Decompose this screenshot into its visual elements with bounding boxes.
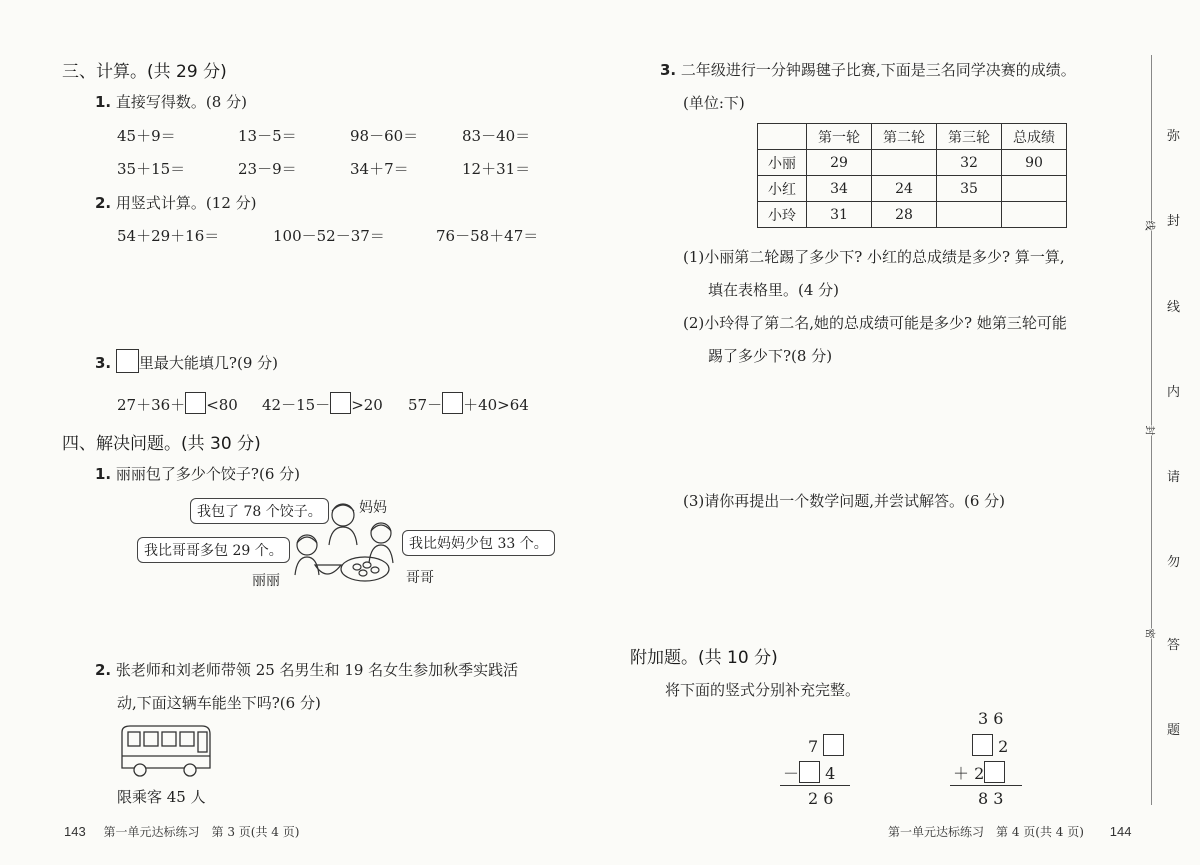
seal-char: 弥 (1167, 129, 1181, 144)
table-header-row (758, 124, 1067, 150)
footer-text: 第一单元达标练习 第 4 页(共 4 页) (888, 825, 1084, 839)
seal-char: 封 (1167, 214, 1181, 229)
table-cell: 32 (937, 150, 1002, 176)
page-number: 144 (1109, 824, 1132, 839)
answer-box[interactable] (116, 349, 139, 373)
seal-char: 内 (1167, 385, 1181, 400)
table-header-cell: 第三轮 (937, 124, 1002, 150)
table-row (758, 150, 1067, 176)
sub-question-1: (1)小丽第二轮踢了多少下? 小红的总成绩是多少? 算一算, (683, 248, 1065, 266)
vertical-calc-2-result: 8 3 (978, 789, 1004, 808)
question-number: 2. (95, 194, 112, 212)
table-header-cell: 第二轮 (872, 124, 937, 150)
table-row (758, 176, 1067, 202)
vertical-calc-1-row2: － 4 (783, 761, 835, 784)
score-table (757, 123, 1067, 228)
section-4-title: 四、解决问题。(共 30 分) (62, 434, 261, 454)
answer-box[interactable] (799, 761, 820, 783)
label-lili: 丽丽 (252, 573, 280, 589)
inequality-3: 57－ ＋40>64 (408, 392, 529, 415)
sub-question-2-cont: 踢了多少下?(8 分) (708, 347, 833, 365)
family-dumpling-illustration (285, 497, 400, 585)
table-cell: 29 (807, 150, 872, 176)
question-number: 3. (95, 354, 112, 372)
question-3 (95, 349, 278, 373)
seal-small-char: 封 (1144, 426, 1159, 436)
answer-box[interactable] (972, 734, 993, 756)
question-text: 直接写得数。(8 分) (115, 93, 247, 111)
question-text: 丽丽包了多少个饺子?(6 分) (115, 465, 300, 483)
footer-left (64, 823, 299, 840)
seal-char: 勿 (1167, 555, 1181, 570)
oral-calc-item: 98－60＝ (350, 127, 419, 145)
table-cell: 小红 (758, 176, 807, 202)
table-cell[interactable] (937, 202, 1002, 228)
sum-line (950, 785, 1022, 786)
bus-capacity-caption: 限乘客 45 人 (117, 788, 206, 806)
vertical-calc-1-row1: 7 (808, 734, 844, 756)
vertical-calc-item: 100－52－37＝ (273, 227, 385, 245)
question-text: 用竖式计算。(12 分) (115, 194, 257, 212)
oral-calc-item: 12＋31＝ (462, 160, 531, 178)
question-text: 动,下面这辆车能坐下吗?(6 分) (117, 694, 321, 712)
vertical-calc-2-row1: 2 (972, 734, 1008, 756)
footer-right (888, 823, 1131, 840)
table-cell: 90 (1002, 150, 1067, 176)
table-cell[interactable] (1002, 176, 1067, 202)
vertical-calc-2-top: 3 6 (978, 709, 1004, 728)
brother-head (371, 523, 391, 543)
mom-body (329, 527, 357, 545)
vertical-calc-1-result: 2 6 (808, 789, 834, 808)
sub-question-2: (2)小玲得了第二名,她的总成绩可能是多少? 她第三轮可能 (683, 314, 1067, 332)
table-header-cell: 总成绩 (1002, 124, 1067, 150)
question-number: 1. (95, 465, 112, 483)
table-cell: 31 (807, 202, 872, 228)
seal-char: 请 (1167, 470, 1181, 485)
sub-question-3: (3)请你再提出一个数学问题,并尝试解答。(6 分) (683, 492, 1006, 510)
oral-calc-item: 34＋7＝ (350, 160, 409, 178)
label-brother: 哥哥 (406, 570, 434, 586)
seal-char: 线 (1167, 300, 1181, 315)
speech-bubble-lili: 我比哥哥多包 29 个。 (137, 537, 290, 563)
seal-char: 答 (1167, 638, 1181, 653)
page-number: 143 (64, 824, 86, 839)
footer-text: 第一单元达标练习 第 3 页(共 4 页) (103, 825, 300, 839)
question-2 (95, 192, 256, 213)
answer-box[interactable] (823, 734, 844, 756)
inequality-1: 27＋36＋ <80 (117, 392, 238, 415)
table-cell: 小丽 (758, 150, 807, 176)
question-text: 里最大能填几?(9 分) (138, 354, 278, 372)
label-mom: 妈妈 (359, 500, 387, 516)
question-text: 张老师和刘老师带领 25 名男生和 19 名女生参加秋季实践活 (115, 661, 519, 679)
inequality-2: 42－15－ >20 (262, 392, 383, 415)
answer-box[interactable] (442, 392, 463, 414)
table-header-cell: 第一轮 (807, 124, 872, 150)
vertical-calc-2-row2: ＋ 2 (953, 761, 1005, 784)
unit-note: (单位:下) (683, 94, 745, 112)
question-number: 1. (95, 93, 112, 111)
table-header-cell (758, 124, 807, 150)
table-cell: 35 (937, 176, 1002, 202)
oral-calc-item: 13－5＝ (238, 127, 297, 145)
problem-2 (95, 659, 518, 680)
problem-1 (95, 463, 300, 484)
question-1 (95, 91, 247, 112)
extra-section-title: 附加题。(共 10 分) (630, 648, 778, 668)
question-number: 2. (95, 661, 112, 679)
table-cell: 28 (872, 202, 937, 228)
table-row (758, 202, 1067, 228)
table-cell: 小玲 (758, 202, 807, 228)
seal-small-char: 密 (1144, 629, 1159, 639)
sub-question-1-cont: 填在表格里。(4 分) (708, 281, 840, 299)
lili-head (297, 535, 317, 555)
question-text: 二年级进行一分钟踢毽子比赛,下面是三名同学决赛的成绩。 (680, 61, 1076, 79)
bus-icon (118, 722, 214, 780)
seal-small-char: 线 (1144, 221, 1159, 231)
table-cell[interactable] (1002, 202, 1067, 228)
dumpling-plate (341, 557, 389, 581)
answer-box[interactable] (330, 392, 351, 414)
seal-char: 题 (1167, 723, 1181, 738)
oral-calc-item: 83－40＝ (462, 127, 531, 145)
question-number: 3. (660, 61, 677, 79)
answer-box[interactable] (984, 761, 1005, 783)
table-cell: 24 (872, 176, 937, 202)
speech-bubble-mom: 我包了 78 个饺子。 (190, 498, 329, 524)
vertical-calc-item: 76－58＋47＝ (436, 227, 539, 245)
extra-instructions: 将下面的竖式分别补充完整。 (665, 681, 861, 699)
section-3-title: 三、计算。(共 29 分) (62, 62, 227, 82)
vertical-calc-item: 54＋29＋16＝ (117, 227, 220, 245)
oral-calc-item: 23－9＝ (238, 160, 297, 178)
sum-line (780, 785, 850, 786)
oral-calc-item: 35＋15＝ (117, 160, 186, 178)
speech-bubble-brother: 我比妈妈少包 33 个。 (402, 530, 555, 556)
oral-calc-item: 45＋9＝ (117, 127, 176, 145)
table-cell[interactable] (872, 150, 937, 176)
answer-box[interactable] (185, 392, 206, 414)
right-question-3 (660, 59, 1076, 80)
table-cell: 34 (807, 176, 872, 202)
